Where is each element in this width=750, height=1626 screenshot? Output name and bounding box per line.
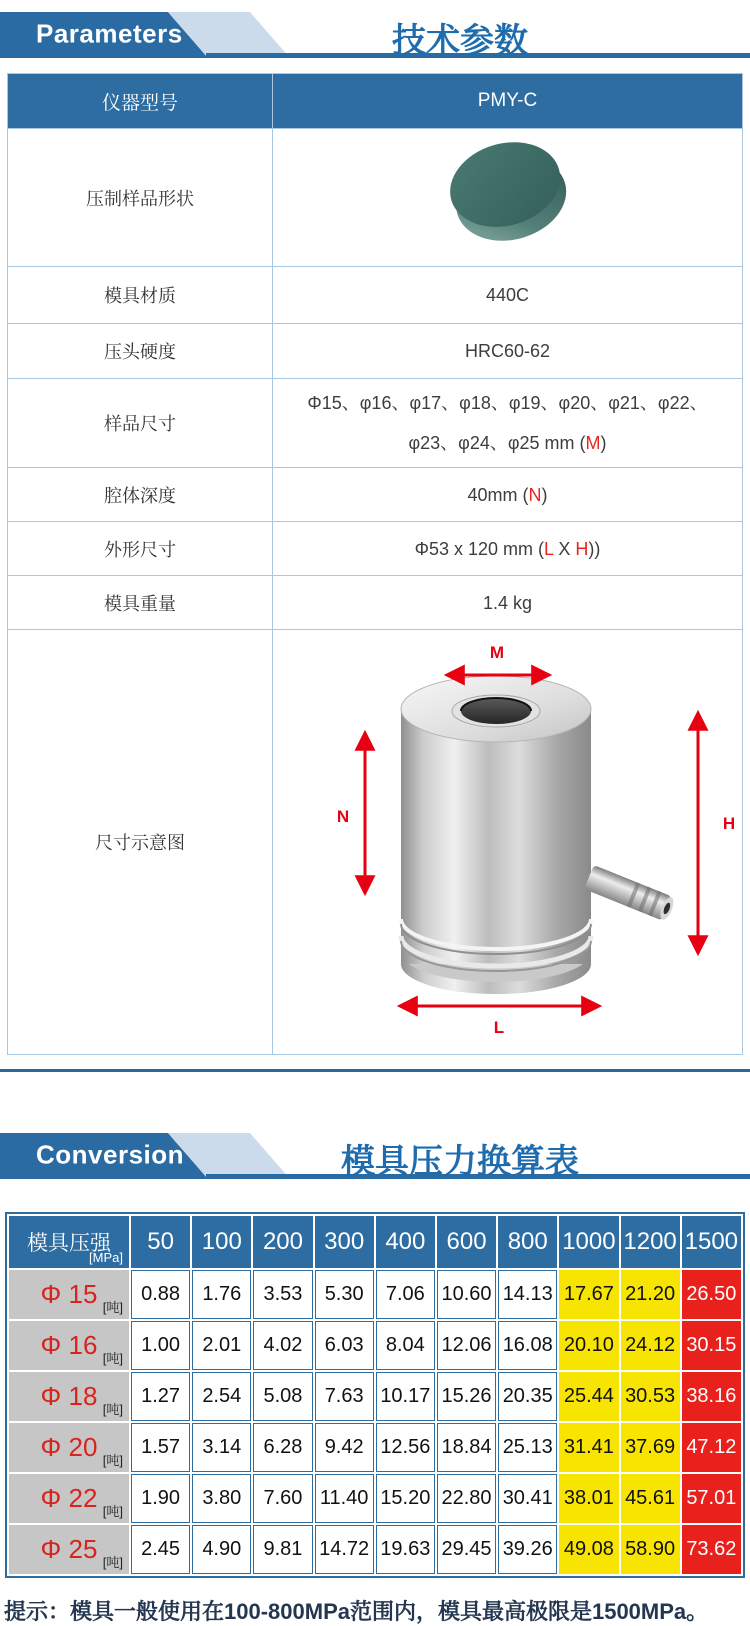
pressure-value-cell: 25.13 [498, 1423, 557, 1472]
pressure-value-cell: 39.26 [498, 1525, 557, 1574]
spec-header-label: 仪器型号 [8, 74, 273, 129]
conversion-row [9, 1321, 741, 1370]
dimension-letter: M [585, 433, 601, 453]
pressure-value-cell: 57.01 [682, 1474, 741, 1523]
section-divider [0, 1069, 750, 1072]
pressure-value-cell: 12.06 [437, 1321, 496, 1370]
pressure-value-cell: 21.20 [621, 1270, 680, 1319]
spec-row-value: HRC60-62 [273, 324, 743, 379]
pressure-value-cell: 7.60 [253, 1474, 312, 1523]
pressure-value-cell: 38.16 [682, 1372, 741, 1421]
pressure-value-cell: 5.30 [315, 1270, 374, 1319]
pressure-value-cell: 9.42 [315, 1423, 374, 1472]
diameter-label: Φ 20 [40, 1432, 98, 1462]
spec-row-value: Φ15、φ16、φ17、φ18、φ19、φ20、φ21、φ22、φ23、φ24、φ25 mm (M) [273, 379, 743, 468]
pressure-value-cell: 30.41 [498, 1474, 557, 1523]
pressure-value-cell: 7.63 [315, 1372, 374, 1421]
pressure-value-cell: 2.45 [131, 1525, 190, 1574]
conversion-row [9, 1474, 741, 1523]
spec-row [8, 468, 743, 522]
pressure-column-header: 1200 [621, 1216, 680, 1268]
pressure-value-cell: 15.20 [376, 1474, 435, 1523]
diameter-label: Φ 22 [40, 1483, 98, 1513]
diameter-row-header [9, 1270, 129, 1319]
pressure-value-cell: 6.28 [253, 1423, 312, 1472]
pressure-value-cell: 18.84 [437, 1423, 496, 1472]
parameters-ribbon-label: Parameters [36, 18, 183, 49]
pressure-value-cell: 30.53 [621, 1372, 680, 1421]
pressure-value-cell: 24.12 [621, 1321, 680, 1370]
spec-row-label: 压头硬度 [8, 324, 273, 379]
parameters-header [0, 12, 750, 58]
spec-row-value: 1.4 kg [273, 576, 743, 630]
tons-unit: [吨] [102, 1351, 123, 1366]
diameter-label: Φ 16 [40, 1330, 98, 1360]
pressure-value-cell: 8.04 [376, 1321, 435, 1370]
pressure-value-cell: 14.72 [315, 1525, 374, 1574]
spec-row-value [273, 129, 743, 267]
pressure-column-header: 600 [437, 1216, 496, 1268]
dim-label-m: M [489, 643, 505, 662]
dimension-letter: N [528, 484, 542, 505]
pressure-value-cell: 4.02 [253, 1321, 312, 1370]
pressure-value-cell: 14.13 [498, 1270, 557, 1319]
pressure-value-cell: 2.54 [192, 1372, 251, 1421]
pressure-value-cell: 37.69 [621, 1423, 680, 1472]
spec-row [8, 576, 743, 630]
pressure-value-cell: 9.81 [253, 1525, 312, 1574]
conversion-row [9, 1372, 741, 1421]
pressure-value-cell: 45.61 [621, 1474, 680, 1523]
pressure-value-cell: 1.76 [192, 1270, 251, 1319]
dim-label-n: N [336, 807, 350, 826]
pressure-value-cell: 73.62 [682, 1525, 741, 1574]
pressure-value-cell: 10.60 [437, 1270, 496, 1319]
pressure-column-header: 400 [376, 1216, 435, 1268]
pressure-value-cell: 4.90 [192, 1525, 251, 1574]
pressure-value-cell: 6.03 [315, 1321, 374, 1370]
conversion-table [5, 1212, 745, 1578]
dim-label-h: H [722, 814, 736, 833]
pressure-column-header: 100 [192, 1216, 251, 1268]
spec-row [8, 324, 743, 379]
pressure-column-header: 1500 [682, 1216, 741, 1268]
diameter-row-header [9, 1423, 129, 1472]
pressure-value-cell: 5.08 [253, 1372, 312, 1421]
pressure-value-cell: 15.26 [437, 1372, 496, 1421]
dimension-letter: H [575, 538, 589, 559]
spec-row-label: 模具重量 [8, 576, 273, 630]
pressure-value-cell: 20.35 [498, 1372, 557, 1421]
spec-row [8, 379, 743, 468]
pressure-column-header: 800 [498, 1216, 557, 1268]
pressure-corner-cell [9, 1216, 129, 1268]
pressure-value-cell: 31.41 [559, 1423, 618, 1472]
spec-row [8, 129, 743, 267]
pressure-value-cell: 25.44 [559, 1372, 618, 1421]
pressure-value-cell: 20.10 [559, 1321, 618, 1370]
parameters-title: 技术参数 [392, 22, 528, 60]
tons-unit: [吨] [102, 1453, 123, 1468]
diameter-row-header [9, 1321, 129, 1370]
pressure-value-cell: 17.67 [559, 1270, 618, 1319]
spec-row-label: 模具材质 [8, 267, 273, 324]
corner-label: 模具压强 [27, 1232, 111, 1255]
tons-unit: [吨] [102, 1402, 123, 1417]
pressure-value-cell: 58.90 [621, 1525, 680, 1574]
dimension-letter: L [544, 538, 554, 559]
pressure-value-cell: 1.00 [131, 1321, 190, 1370]
tons-unit: [吨] [102, 1504, 123, 1519]
pressure-value-cell: 3.53 [253, 1270, 312, 1319]
pressure-value-cell: 22.80 [437, 1474, 496, 1523]
pressure-column-header: 300 [315, 1216, 374, 1268]
conversion-header [0, 1133, 750, 1179]
pressure-value-cell: 2.01 [192, 1321, 251, 1370]
pressure-value-cell: 10.17 [376, 1372, 435, 1421]
diameter-label: Φ 25 [40, 1534, 98, 1564]
conversion-title: 模具压力换算表 [341, 1143, 579, 1181]
pressure-value-cell: 11.40 [315, 1474, 374, 1523]
spec-row-value: Φ53 x 120 mm (L X H)) [273, 522, 743, 576]
conversion-header-row [9, 1216, 741, 1268]
tons-unit: [吨] [102, 1555, 123, 1570]
spec-header-row [8, 74, 743, 129]
pressure-value-cell: 1.57 [131, 1423, 190, 1472]
pressure-column-header: 200 [253, 1216, 312, 1268]
diameter-row-header [9, 1474, 129, 1523]
spec-row-label: 腔体深度 [8, 468, 273, 522]
dim-label-l: L [493, 1018, 505, 1036]
spec-row-value: 440C [273, 267, 743, 324]
pressure-value-cell: 7.06 [376, 1270, 435, 1319]
tons-unit: [吨] [102, 1300, 123, 1315]
pressure-value-cell: 0.88 [131, 1270, 190, 1319]
pressure-value-cell: 3.80 [192, 1474, 251, 1523]
spec-table [7, 73, 743, 1055]
pressure-column-header: 50 [131, 1216, 190, 1268]
spec-row-label: 压制样品形状 [8, 129, 273, 267]
conversion-row [9, 1270, 741, 1319]
spec-row-label: 样品尺寸 [8, 379, 273, 468]
pressure-value-cell: 26.50 [682, 1270, 741, 1319]
conversion-row [9, 1525, 741, 1574]
pressure-value-cell: 49.08 [559, 1525, 618, 1574]
corner-unit: [MPa] [89, 1250, 123, 1265]
pressure-value-cell: 1.90 [131, 1474, 190, 1523]
pressure-value-cell: 29.45 [437, 1525, 496, 1574]
pressure-value-cell: 19.63 [376, 1525, 435, 1574]
spec-row-label: 外形尺寸 [8, 522, 273, 576]
spec-row [8, 630, 743, 1055]
mold-dimension-diagram [301, 634, 750, 1036]
pressure-value-cell: 3.14 [192, 1423, 251, 1472]
spec-row-value [273, 630, 743, 1055]
pressure-value-cell: 38.01 [559, 1474, 618, 1523]
pressure-value-cell: 12.56 [376, 1423, 435, 1472]
parameters-section [0, 12, 750, 1055]
usage-note: 提示：模具一般使用在100-800MPa范围内，模具最高极限是1500MPa。 [4, 1599, 709, 1624]
spec-row-value: 40mm (N) [273, 468, 743, 522]
pressure-value-cell: 16.08 [498, 1321, 557, 1370]
pressure-value-cell: 1.27 [131, 1372, 190, 1421]
spec-row [8, 522, 743, 576]
spec-row [8, 267, 743, 324]
sample-disc-image [433, 135, 583, 247]
diameter-row-header [9, 1525, 129, 1574]
conversion-section [0, 1133, 750, 1626]
diameter-label: Φ 15 [40, 1279, 98, 1309]
pressure-column-header: 1000 [559, 1216, 618, 1268]
conversion-row [9, 1423, 741, 1472]
spec-row-label: 尺寸示意图 [8, 630, 273, 1055]
conversion-ribbon-label: Conversion [36, 1139, 185, 1170]
pressure-value-cell: 47.12 [682, 1423, 741, 1472]
pressure-value-cell: 30.15 [682, 1321, 741, 1370]
spec-header-value: PMY-C [273, 74, 743, 129]
diameter-row-header [9, 1372, 129, 1421]
diameter-label: Φ 18 [40, 1381, 98, 1411]
